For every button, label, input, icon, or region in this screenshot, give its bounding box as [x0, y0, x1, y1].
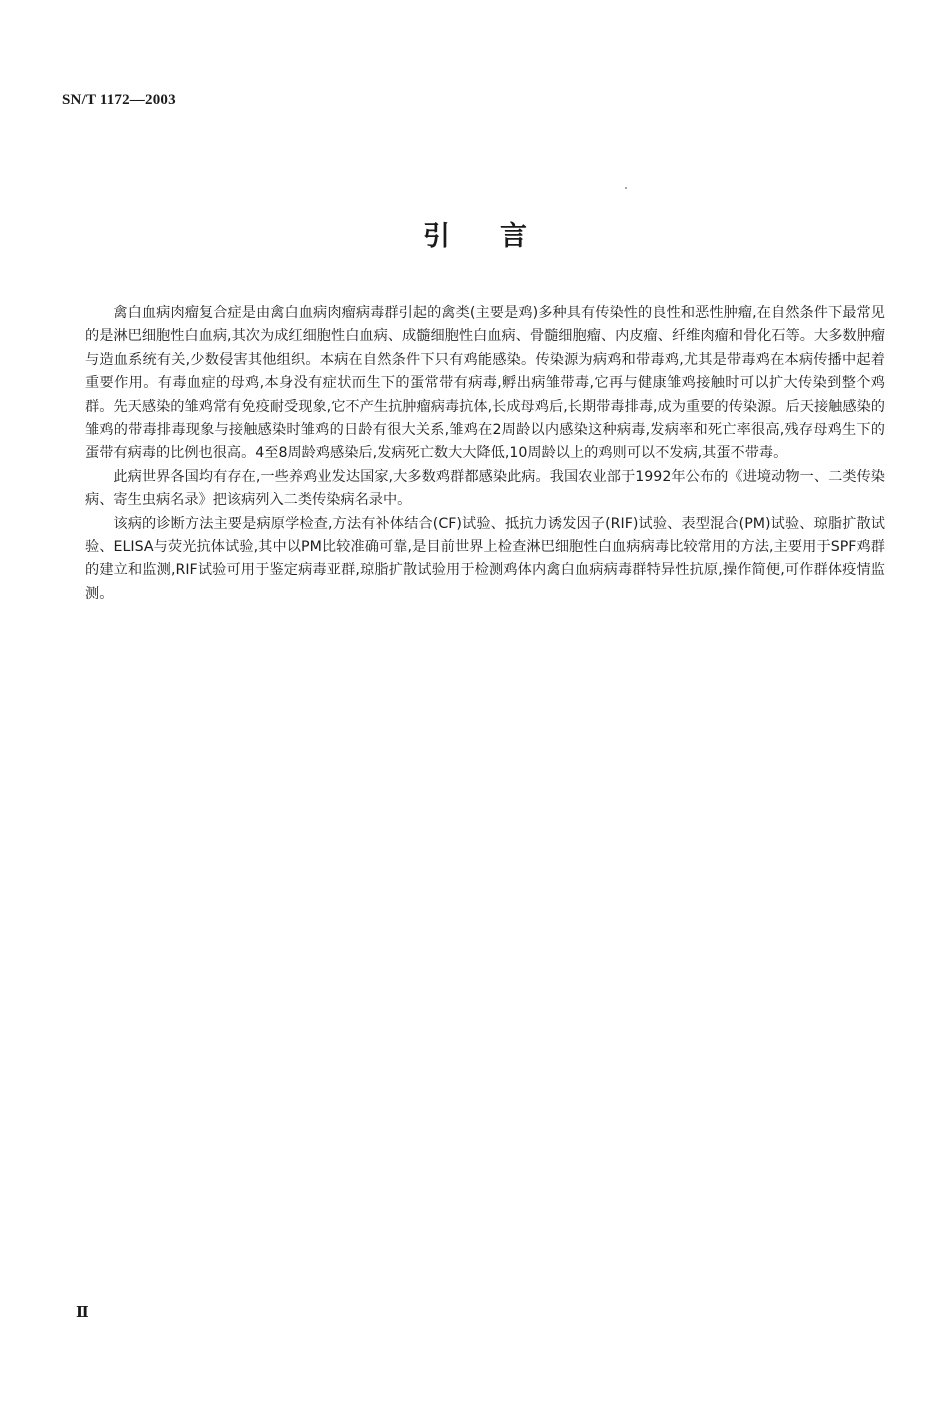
paragraph-1: 禽白血病肉瘤复合症是由禽白血病肉瘤病毒群引起的禽类(主要是鸡)多种具有传染性的良性和恶性肿瘤,在自然条件下最常见的是淋巴细胞性白血病,其次为成红细胞性白血病、成髓细胞性白血病、骨髓细胞瘤、内皮瘤、纤维肉瘤和骨化石等。大多数肿瘤与造血系统有关,少数侵害其他组织。本病在自然条件下只有鸡能感染。传染源为病鸡和带毒鸡,尤其是带毒鸡在本病传播中起着重要作用。有毒血症的母鸡,本身没有症状而生下的蛋常带有病毒,孵出病雏带毒,它再与健康雏鸡接触时可以扩大传染到整个鸡群。先天感染的雏鸡常有免疫耐受现象,它不产生抗肿瘤病毒抗体,长成母鸡后,长期带毒排毒,成为重要的传染源。后天接触感染的雏鸡的带毒排毒现象与接触感染时雏鸡的日龄有很大关系,雏鸡在2周龄以内感染这种病毒,发病率和死亡率很高,残存母鸡生下的蛋带有病毒的比例也很高。4至8周龄鸡感染后,发病死亡数大大降低,10周龄以上的鸡则可以不发病,其蛋不带毒。 [85, 305, 885, 462]
page-number: Ⅱ [76, 1305, 89, 1321]
page-title: 引言 [423, 221, 577, 252]
standard-code: SN/T 1172—2003 [62, 92, 176, 108]
body-text [85, 302, 885, 606]
paragraph-3: 该病的诊断方法主要是病原学检查,方法有补体结合(CF)试验、抵抗力诱发因子(RIF)试验、表型混合(PM)试验、琼脂扩散试验、ELISA与荧光抗体试验,其中以PM比较准确可靠,是目前世界上检查淋巴细胞性白血病病毒比较常用的方法,主要用于SPF鸡群的建立和监测,RIF试验可用于鉴定病毒亚群,琼脂扩散试验用于检测鸡体内禽白血病病毒群特异性抗原,操作简便,可作群体疫情监测。 [85, 515, 885, 602]
paragraph-2: 此病世界各国均有存在,一些养鸡业发达国家,大多数鸡群都感染此病。我国农业部于1992年公布的《进境动物一、二类传染病、寄生虫病名录》把该病列入二类传染病名录中。 [85, 468, 885, 509]
scan-speck [625, 187, 627, 189]
